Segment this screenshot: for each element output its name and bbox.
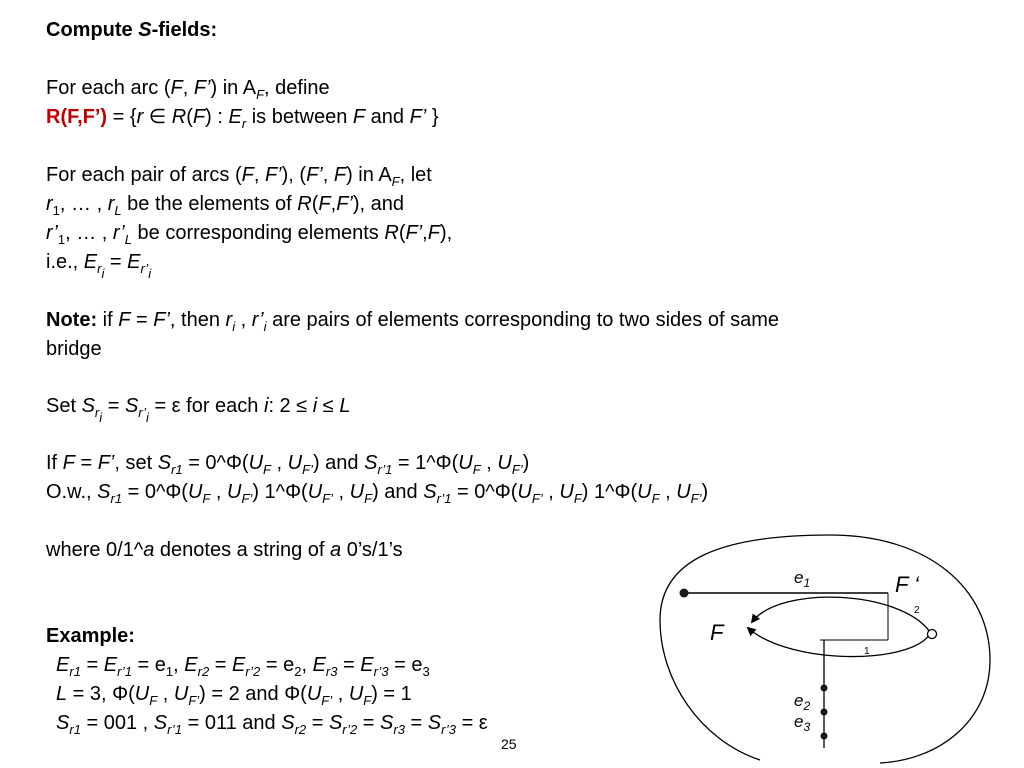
where-line: where 0/1^a denotes a string of a 0’s/1’s	[46, 539, 403, 561]
label-2: 2	[914, 605, 920, 616]
node-chain-1	[821, 685, 828, 692]
node-left	[680, 589, 689, 598]
note-line-2: bridge	[46, 338, 102, 360]
r-set-label: R(F,F’)	[46, 106, 108, 128]
label-e1: $e_1$	[794, 568, 811, 590]
example-line-1: $E_{r1} = E_{r’1} = e_1$, $E_{r2} = E_{r’2} = e_2$, $E_{r3} = E_{r’3} = e_3$	[56, 654, 430, 679]
example-label: Example:	[46, 625, 135, 647]
node-chain-2	[821, 709, 828, 716]
note-line-1: Note: if F = F’, then $r_i$ , $r’_i$ are pairs of elements corresponding to two sides of same	[46, 309, 779, 334]
label-fprime: F ‘	[895, 572, 920, 597]
outer-face-curve	[660, 535, 990, 763]
label-e2: $e_2$	[794, 691, 811, 713]
slide-title: Compute S-fields:	[46, 19, 218, 41]
loop-edge-lower	[748, 628, 930, 657]
label-1: 1	[864, 646, 870, 657]
set-line: Set $S_{r_i} = S_{r’_i} = \varepsilon$ for each i: 2 ≤ i ≤ L	[46, 395, 351, 425]
if-line: If F = F’, set $S_{r1}$ = $0\^{}\Phi(U_F$ , $U_{F’}$) and $S_{r’1}$ = $1\^{}\Phi(U_F$ , $U_{F’}$)	[46, 452, 530, 477]
label-f: F	[710, 620, 724, 645]
pairs-line-4: i.e., $E_{r_i} = E_{r’_i}$	[46, 251, 152, 281]
note-label: Note:	[46, 309, 98, 331]
otherwise-line: O.w., $S_{r1}$ = $0\^{}\Phi(U_F$ , $U_{F’}$) $1\^{}\Phi(U_{F’}$ , $U_F$) and $S_{r’1}$ = $0\^{}\Phi(U_{F’}$ , $U_F$) $1\^{}\Phi(U_F$ , $U_{F’}$)	[46, 481, 709, 506]
define-line-1: For each arc (F, F’) in $A_F$, define	[46, 77, 330, 102]
label-e3: $e_3$	[794, 712, 811, 734]
pairs-line-1: For each pair of arcs (F, F’), (F’, F) in $A_F$, let	[46, 164, 432, 189]
define-line-2: R(F,F’) = {r ∈ R(F) : $E_r$ is between F and F’ }	[46, 106, 439, 131]
example-line-2: L = 3, $\Phi(U_F$ , $U_{F’}) = 2$ and $\Phi(U_{F’}$ , $U_F) = 1$	[56, 683, 412, 708]
node-chain-3	[821, 733, 828, 740]
loop-edge-upper	[752, 597, 930, 632]
node-right	[928, 630, 937, 639]
example-line-3: $S_{r1} = 001$ , $S_{r’1} = 011$ and $S_{r2} = S_{r’2} = S_{r3} = S_{r’3} = \varepsilon$	[56, 712, 488, 737]
pairs-line-2: $r_1$, … , $r_L$ be the elements of R(F,F’), and	[46, 193, 405, 218]
pairs-line-3: $r’_1$, … , $r’_L$ be corresponding elements R(F’,F),	[46, 222, 453, 247]
page-number: 25	[501, 736, 517, 752]
